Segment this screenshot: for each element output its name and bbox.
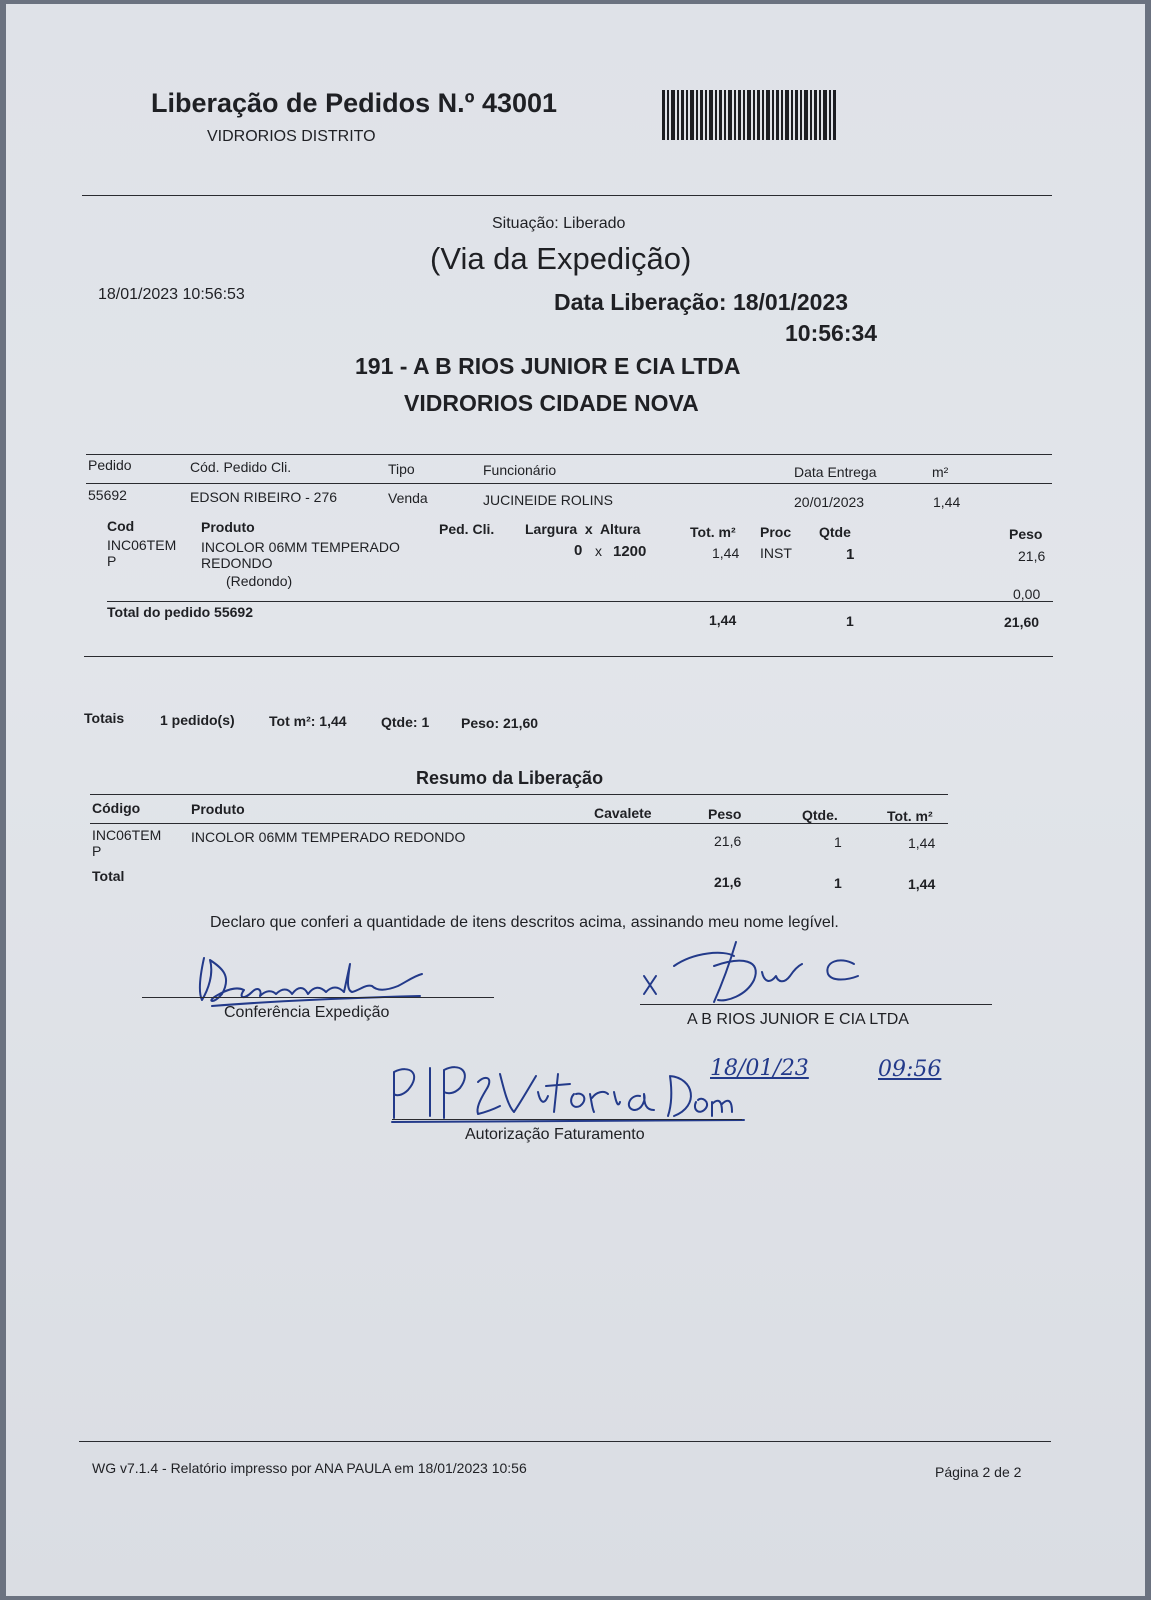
summary-tot-m2: 1,44 <box>908 835 936 851</box>
summary-col-produto-header: Produto <box>191 801 245 817</box>
footer-rule <box>79 1441 1051 1442</box>
item-x: x <box>595 543 602 559</box>
item-peso: 21,6 <box>1018 548 1046 564</box>
totais-pedidos: 1 pedido(s) <box>160 712 235 728</box>
document-page <box>6 4 1145 1596</box>
header-divider <box>82 195 1052 196</box>
order-total-peso: 21,60 <box>1004 614 1040 630</box>
item-produto-line1: INCOLOR 06MM TEMPERADO <box>201 539 400 555</box>
col-m2-header: m² <box>932 464 949 480</box>
signature-autorizacao-handwriting <box>382 1056 752 1126</box>
item-col-cod-header: Cod <box>107 518 135 534</box>
footer-page-number: Página 2 de 2 <box>935 1464 1022 1480</box>
order-cod-pedido-cli: EDSON RIBEIRO - 276 <box>190 489 338 505</box>
declaration-text: Declaro que conferi a quantidade de itens descritos acima, assinando meu nome legível. <box>210 914 839 931</box>
summary-total-qtde: 1 <box>834 875 842 891</box>
summary-peso: 21,6 <box>714 833 742 849</box>
order-data-entrega: 20/01/2023 <box>794 494 865 510</box>
col-tipo-header: Tipo <box>388 461 415 477</box>
order-m2: 1,44 <box>933 494 961 510</box>
order-tipo: Venda <box>388 490 428 506</box>
summary-total-peso: 21,6 <box>714 874 742 890</box>
item-produto-line2: REDONDO <box>201 555 273 571</box>
item-col-produto-header: Produto <box>201 519 255 535</box>
totais-label: Totais <box>84 710 125 726</box>
summary-col-tot-m2-header: Tot. m² <box>887 808 933 824</box>
signature-line-autorizacao <box>392 1119 742 1120</box>
item-col-proc-header: Proc <box>760 524 792 540</box>
order-table-top-rule <box>86 454 1052 455</box>
item-col-qtde-header: Qtde <box>819 524 851 540</box>
summary-header-rule <box>90 823 948 824</box>
signature-label-autorizacao: Autorização Faturamento <box>465 1126 645 1143</box>
item-largura: 0 <box>574 542 583 559</box>
summary-col-qtde-header: Qtde. <box>802 807 838 823</box>
item-proc: INST <box>760 545 792 561</box>
item-col-peso-header: Peso <box>1009 526 1043 542</box>
totais-peso: Peso: 21,60 <box>461 715 539 731</box>
footer-printed-by: WG v7.1.4 - Relatório impresso por ANA PAULA em 18/01/2023 10:56 <box>92 1460 527 1476</box>
summary-col-cavalete-header: Cavalete <box>594 805 652 821</box>
item-produto-note: (Redondo) <box>226 573 293 589</box>
signature-line-conferencia <box>142 997 494 998</box>
totais-tot-m2: Tot m²: 1,44 <box>269 713 347 729</box>
document-title: Liberação de Pedidos N.º 43001 <box>151 88 558 118</box>
situacao-text: Situação: Liberado <box>492 215 626 232</box>
summary-codigo-line2: P <box>92 843 102 859</box>
order-pedido: 55692 <box>88 487 127 503</box>
item-col-tot-m2-header: Tot. m² <box>690 524 736 540</box>
order-total-qtde: 1 <box>846 613 854 629</box>
col-pedido-header: Pedido <box>88 457 132 473</box>
order-section-bottom-rule <box>84 656 1053 657</box>
summary-codigo-line1: INC06TEM <box>92 827 162 843</box>
totais-qtde: Qtde: 1 <box>381 714 430 730</box>
client-name: 191 - A B RIOS JUNIOR E CIA LTDA <box>355 353 741 379</box>
item-col-largura-altura-header: Largura x Altura <box>525 521 641 537</box>
summary-top-rule <box>90 794 948 795</box>
item-tot-m2: 1,44 <box>712 545 740 561</box>
order-table-header-rule <box>86 483 1052 484</box>
signature-label-client: A B RIOS JUNIOR E CIA LTDA <box>687 1011 909 1028</box>
summary-total-tot-m2: 1,44 <box>908 876 936 892</box>
item-cod-line1: INC06TEM <box>107 537 177 553</box>
summary-total-label: Total <box>92 868 125 884</box>
item-qtde: 1 <box>846 546 855 563</box>
handwritten-date: 18/01/23 <box>710 1056 809 1081</box>
item-col-ped-cli-header: Ped. Cli. <box>439 521 495 537</box>
summary-qtde: 1 <box>834 834 842 850</box>
summary-produto: INCOLOR 06MM TEMPERADO REDONDO <box>191 829 466 845</box>
resumo-title: Resumo da Liberação <box>416 768 604 788</box>
order-total-label: Total do pedido 55692 <box>107 604 253 620</box>
summary-col-codigo-header: Código <box>92 800 141 816</box>
signature-line-client <box>640 1004 992 1005</box>
item-altura: 1200 <box>613 543 647 560</box>
col-funcionario-header: Funcionário <box>483 462 557 478</box>
order-total-rule <box>107 601 1053 602</box>
barcode-icon <box>662 90 838 142</box>
col-cod-pedido-cli-header: Cód. Pedido Cli. <box>190 459 292 475</box>
order-total-m2: 1,44 <box>709 612 737 628</box>
handwritten-time: 09:56 <box>878 1057 942 1082</box>
company-name: VIDRORIOS DISTRITO <box>207 128 376 145</box>
order-funcionario: JUCINEIDE ROLINS <box>483 492 613 508</box>
hora-liberacao: 10:56:34 <box>785 320 878 346</box>
via-expedicao-heading: (Via da Expedição) <box>430 241 692 276</box>
signature-label-conferencia: Conferência Expedição <box>224 1004 390 1021</box>
data-liberacao: Data Liberação: 18/01/2023 <box>554 289 849 315</box>
item-peso-extra: 0,00 <box>1013 586 1041 602</box>
item-cod-line2: P <box>107 553 117 569</box>
summary-col-peso-header: Peso <box>708 806 742 822</box>
print-datetime: 18/01/2023 10:56:53 <box>98 286 245 303</box>
client-store: VIDRORIOS CIDADE NOVA <box>404 390 699 416</box>
col-data-entrega-header: Data Entrega <box>794 464 877 480</box>
